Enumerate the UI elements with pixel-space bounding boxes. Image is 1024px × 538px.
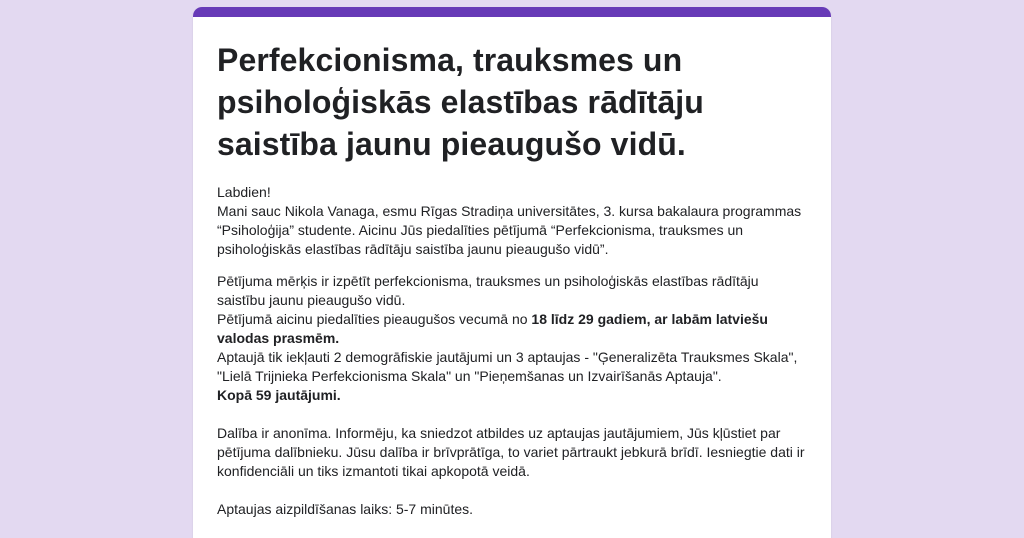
form-header-content <box>193 17 831 519</box>
description-intro: Mani sauc Nikola Vanaga, esmu Rīgas Stradiņa universitātes, 3. kursa bakalaura programmas “Psiholoģija” studente. Aicinu Jūs piedalīties pētījumā “Perfekcionisma, trauksmes un psiholoģiskās elastības rādītāju saistība jaunu pieaugušo vidū”. <box>217 203 802 257</box>
description-greeting: Labdien! <box>217 184 271 200</box>
description-anonymity: Dalība ir anonīma. Informēju, ka sniedzot atbildes uz aptaujas jautājumiem, Jūs kļūstiet par pētījuma dalībnieku. Jūsu dalība ir brīvprātīga, to variet pārtraukt jebkurā brīdī. Iesniegtie dati ir konfidenciāli un tiks izmantoti tikai apkopotā veidā. <box>217 425 805 479</box>
form-title: Perfekcionisma, trauksmes un psiholoģiskās elastības rādītāju saistība jaunu pieaugušo vidū. <box>217 42 704 162</box>
description-invite-prefix: Pētījumā aicinu piedalīties pieaugušos vecumā no <box>217 311 532 327</box>
description-invite <box>217 310 805 348</box>
form-description <box>217 183 805 519</box>
description-invite-bold: 18 līdz 29 gadiem, ar labām latviešu valodas prasmēm. <box>217 311 768 346</box>
form-accent-bar <box>193 7 831 17</box>
description-total-questions <box>217 386 805 405</box>
form-header-card <box>193 7 831 538</box>
description-aim: Pētījuma mērķis ir izpētīt perfekcionisma, trauksmes un psiholoģiskās elastības rādītāju saistību jaunu pieaugušo vidū. <box>217 273 759 308</box>
description-duration: Aptaujas aizpildīšanas laiks: 5-7 minūtes. <box>217 501 474 517</box>
description-total-questions-bold: Kopā 59 jautājumi. <box>217 387 341 403</box>
description-survey-info: Aptaujā tik iekļauti 2 demogrāfiskie jautājumi un 3 aptaujas - "Ģeneralizēta Trauksmes Skala", "Lielā Trijnieka Perfekcionisma Skala" un "Pieņemšanas un Izvairīšanās Aptauja". <box>217 349 798 384</box>
